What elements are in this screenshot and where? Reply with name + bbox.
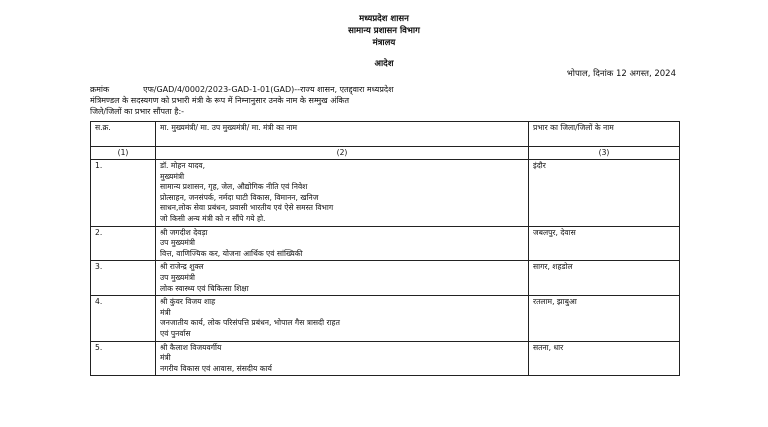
- minister-title: उप मुख्यमंत्री: [160, 272, 195, 282]
- header-secretariat: मंत्रालय: [372, 38, 396, 48]
- row-districts: जबलपुर, देवास: [529, 226, 680, 261]
- header-government: मध्यप्रदेश शासन: [359, 14, 409, 24]
- row-minister-cell: [156, 226, 529, 261]
- row-serial: 5.: [91, 341, 156, 376]
- row-serial: 1.: [91, 160, 156, 227]
- table-body: [91, 160, 680, 376]
- portfolio-line: प्रोत्साहन, जनसंपर्क, नर्मदा घाटी विकास, विमानन, खनिज: [160, 192, 319, 202]
- intro-line-3: जिले/जिलों का प्रभार सौंपता है:-: [90, 107, 185, 116]
- row-serial: 2.: [91, 226, 156, 261]
- minister-name: श्री जगदीश देवड़ा: [160, 227, 208, 237]
- portfolio-line: लोक स्वास्थ्य एवं चिकित्सा शिक्षा: [160, 283, 249, 293]
- row-serial: 3.: [91, 261, 156, 296]
- header-department: सामान्य प्रशासन विभाग: [348, 26, 420, 36]
- row-minister-cell: [156, 160, 529, 227]
- column-number-1: (1): [91, 147, 156, 160]
- table-row: [91, 341, 680, 376]
- column-number-2: (2): [156, 147, 529, 160]
- row-minister-cell: [156, 296, 529, 341]
- table-row: [91, 261, 680, 296]
- intro-text-1: एफ/GAD/4/0002/2023-GAD-1-01(GAD)--राज्य शासन, एतद्द्वारा मध्यप्रदेश: [143, 85, 394, 94]
- portfolio-line: जनजातीय कार्य, लोक परिसंपत्ति प्रबंधन, भोपाल गैस त्रासदी राहत: [160, 318, 340, 328]
- minister-title: उप मुख्यमंत्री: [160, 238, 195, 248]
- header-districts: प्रभार का जिला/जिलों के नाम: [529, 122, 680, 147]
- minister-title: मंत्री: [160, 353, 171, 363]
- row-serial: 4.: [91, 296, 156, 341]
- header-name: मा. मुख्यमंत्री/ मा. उप मुख्यमंत्री/ मा. मंत्री का नाम: [156, 122, 529, 147]
- minister-name: डॉ. मोहन यादव,: [160, 161, 206, 170]
- row-districts: रतलाम, झाबुआ: [529, 296, 680, 341]
- portfolio-line: साधन,लोक सेवा प्रबंधन, प्रवासी भारतीय एवं ऐसे समस्त विभाग: [160, 203, 334, 213]
- table-row: [91, 226, 680, 261]
- minister-title: मुख्यमंत्री: [160, 171, 185, 181]
- header-serial: स.क्र.: [91, 122, 156, 147]
- intro-line-1: [90, 84, 680, 95]
- row-districts: सागर, शहडोल: [529, 261, 680, 296]
- minister-name: श्री कैलाश विजयवर्गीय: [160, 342, 222, 352]
- row-minister-cell: [156, 261, 529, 296]
- row-districts: इंदौर: [529, 160, 680, 227]
- minister-district-table: [90, 121, 680, 376]
- table-row: [91, 296, 680, 341]
- minister-name: श्री कुंवर विजय शाह: [160, 297, 216, 307]
- minister-name: श्री राजेन्द्र शुक्ल: [160, 262, 204, 272]
- order-title: आदेश: [374, 59, 394, 69]
- row-minister-cell: [156, 341, 529, 376]
- portfolio-line: जो किसी अन्य मंत्री को न सौंपे गये हो.: [160, 213, 266, 223]
- table-header-row: [91, 122, 680, 147]
- column-number-3: (3): [529, 147, 680, 160]
- table-row: [91, 160, 680, 227]
- portfolio-line: वित्त, वाणिज्यिक कर, योजना आर्थिक एवं सांख्यिकी: [160, 248, 303, 258]
- portfolio-line: सामान्य प्रशासन, गृह, जेल, औद्योगिक नीति एवं निवेश: [160, 182, 308, 192]
- minister-title: मंत्री: [160, 307, 171, 317]
- portfolio-line: नगरीय विकास एवं आवास, संसदीय कार्य: [160, 363, 272, 373]
- row-districts: सतना, धार: [529, 341, 680, 376]
- place-date: भोपाल, दिनांक 12 अगस्त, 2024: [566, 69, 676, 79]
- intro-label: क्रमांक: [90, 85, 110, 94]
- portfolio-line: एवं पुनर्वास: [160, 328, 191, 338]
- table-column-number-row: [91, 147, 680, 160]
- intro-line-2: मंत्रिमण्डल के सदस्यगण को प्रभारी मंत्री के रूप में निम्नानुसार उनके नाम के सम्मुख अंकित: [90, 96, 350, 105]
